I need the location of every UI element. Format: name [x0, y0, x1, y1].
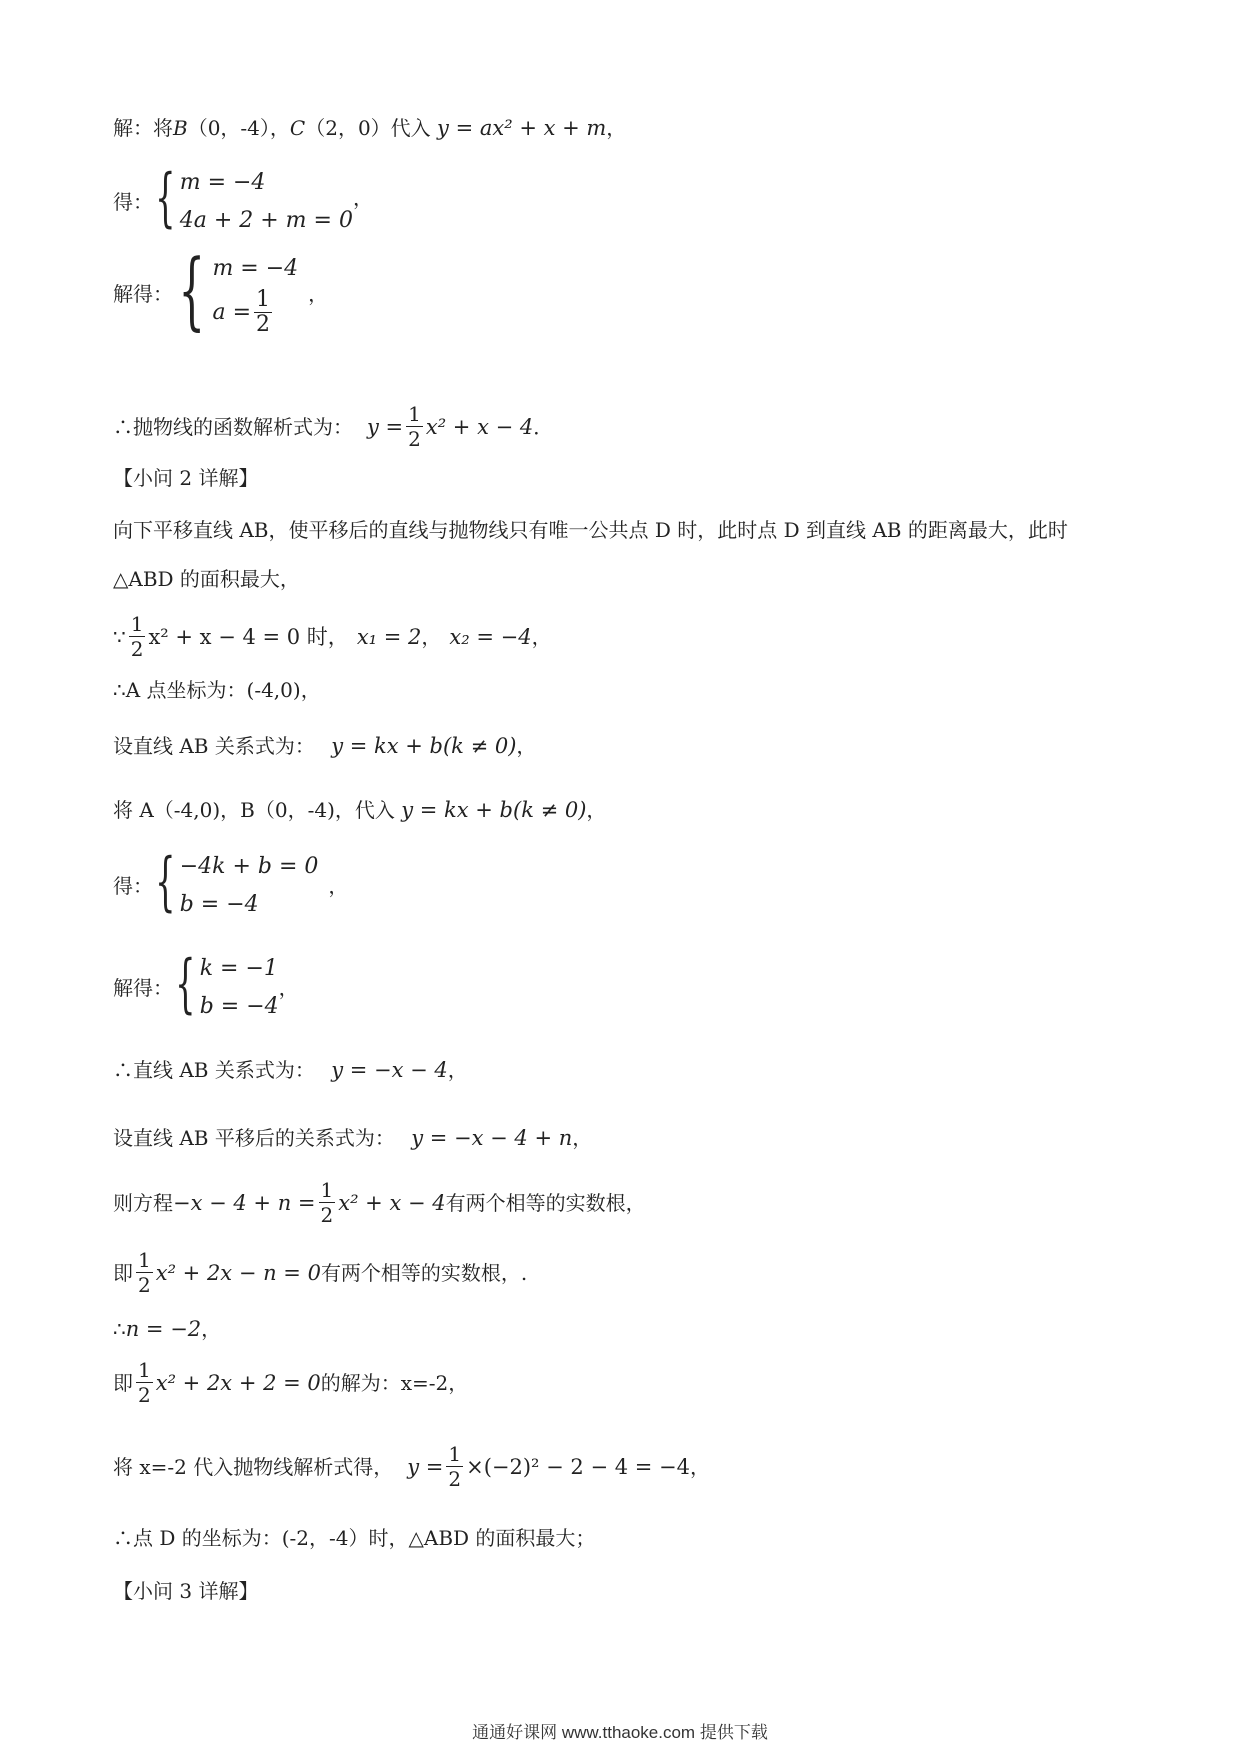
solution-line-11 — [113, 796, 606, 824]
fraction — [136, 1248, 153, 1297]
formula-row — [113, 1248, 527, 1297]
fraction — [254, 288, 272, 337]
root-2: x₂ = −4 — [449, 624, 532, 649]
denominator: 2 — [138, 1383, 151, 1407]
text: 将 A（-4,0)，B（0，-4)，代入 — [113, 798, 395, 822]
equation-lhs: −x − 4 + n = — [173, 1190, 316, 1215]
formula-row — [113, 402, 553, 451]
solution-line-6: 向下平移直线 AB，使平移后的直线与抛物线只有唯一公共点 D 时，此时点 D 到直线 AB 的距离最大，此时 — [113, 518, 1068, 542]
equation: y = ax² + x + m — [437, 116, 607, 140]
text: ∴抛物线的函数解析式为： — [113, 414, 353, 439]
because-symbol: ∵ — [113, 624, 126, 649]
text: 得： — [113, 874, 153, 898]
numerator: 1 — [138, 1248, 151, 1272]
equation: n = −2 — [125, 1317, 202, 1341]
text: 解：将 — [113, 116, 173, 140]
equation: −4k + b = 0 — [179, 854, 319, 879]
equation: y = kx + b(k ≠ 0) — [331, 734, 517, 758]
punct: ， — [201, 1317, 222, 1341]
formula-row — [113, 612, 552, 661]
equation: y = −x − 4 + n — [411, 1126, 573, 1150]
equation: k = −1 — [199, 956, 278, 981]
solution-line-13 — [113, 947, 299, 1026]
brace-symbol: { — [155, 845, 176, 919]
brace-symbol: { — [178, 240, 206, 339]
equation: 4a + 2 + m = 0 — [179, 208, 353, 233]
text: ∴直线 AB 关系式为： — [113, 1058, 315, 1082]
equation-stack — [212, 250, 298, 337]
therefore-symbol: ∴ — [113, 1317, 126, 1341]
footer-watermark: 通通好课网 www.tthaoke.com 提供下载 — [472, 1723, 768, 1742]
solution-line-7: △ABD 的面积最大， — [113, 567, 300, 591]
equation: x² + 2x − n = 0 — [155, 1260, 321, 1285]
section-heading-3: 【小问 3 详解】 — [113, 1579, 259, 1603]
text: （0，-4）， — [187, 116, 290, 140]
solution-line-8 — [113, 612, 552, 661]
fraction — [129, 612, 146, 661]
formula-row — [113, 1178, 646, 1227]
numerator: 1 — [130, 612, 144, 636]
text: 即 — [113, 1260, 133, 1285]
fraction — [136, 1358, 153, 1407]
fraction — [446, 1442, 463, 1491]
section-heading-2: 【小问 2 详解】 — [113, 466, 259, 490]
equation: b = −4 — [199, 994, 279, 1019]
denominator: 2 — [138, 1273, 151, 1297]
denominator: 2 — [408, 427, 421, 451]
punct: ， — [447, 1058, 468, 1082]
point-label: C — [289, 116, 306, 140]
numerator: 1 — [448, 1442, 462, 1466]
numerator: 1 — [408, 402, 421, 426]
text: 有两个相等的实数根， — [445, 1190, 646, 1215]
equation — [212, 288, 298, 337]
formula-row — [113, 1442, 710, 1491]
equation: m = −4 — [212, 256, 299, 281]
punct: ， — [531, 624, 552, 649]
point-label: B — [173, 116, 188, 140]
punct: ， — [308, 281, 329, 306]
fraction — [319, 1178, 336, 1227]
fraction — [406, 402, 423, 451]
text: 得： — [113, 190, 153, 214]
equation-lhs: a = — [212, 299, 251, 325]
solution-line-4 — [113, 402, 553, 451]
equation-system — [113, 161, 373, 240]
equation: x² + 2x + 2 = 0 — [155, 1370, 321, 1395]
equation-system — [113, 845, 349, 924]
punct: ， — [352, 186, 373, 210]
equation: m = −4 — [179, 170, 266, 195]
solution-line-19 — [113, 1358, 468, 1407]
solution-line-17 — [113, 1248, 527, 1297]
solution-line-10 — [113, 732, 536, 760]
punct: ， — [572, 1126, 593, 1150]
solution-line-21: ∴点 D 的坐标为：(-2，-4）时，△ABD 的面积最大； — [113, 1526, 596, 1550]
solution-line-2 — [113, 161, 373, 240]
punct: ， — [278, 976, 299, 1000]
text: （2，0）代入 — [305, 116, 431, 140]
punct: ， — [328, 874, 349, 898]
equation: y = kx + b(k ≠ 0) — [401, 798, 587, 822]
brace-symbol: { — [155, 161, 176, 235]
punct: ， — [606, 116, 627, 140]
solution-line-3 — [113, 240, 329, 339]
punct: ， — [586, 798, 607, 822]
equation: ×(−2)² − 2 − 4 = −4 — [466, 1454, 690, 1479]
punct: ， — [421, 624, 442, 649]
text: 的解为：x=-2， — [320, 1370, 469, 1395]
equation-lhs: y = — [367, 414, 404, 439]
denominator: 2 — [256, 312, 270, 337]
punct: ， — [689, 1454, 710, 1479]
punct: ． — [533, 414, 554, 439]
text: 将 x=-2 代入抛物线解析式得， — [113, 1454, 394, 1479]
solution-line-14 — [113, 1056, 468, 1084]
solution-line-12 — [113, 845, 349, 924]
equation: x² + x − 4 — [338, 1190, 446, 1215]
solution-line-20 — [113, 1442, 710, 1491]
equation: b = −4 — [179, 892, 259, 917]
text: 设直线 AB 关系式为： — [113, 734, 315, 758]
equation: y = −x − 4 — [331, 1058, 448, 1082]
solution-line-9: ∴A 点坐标为：(-4,0)， — [113, 678, 321, 702]
equation-stack — [180, 848, 319, 924]
brace-symbol: { — [175, 947, 196, 1021]
denominator: 2 — [130, 637, 144, 661]
solution-line-15 — [113, 1124, 592, 1152]
text: 解得： — [113, 976, 173, 1000]
equation-stack — [180, 164, 353, 240]
equation-stack — [200, 950, 279, 1026]
equation-system — [113, 240, 329, 339]
equation-system — [113, 947, 299, 1026]
denominator: 2 — [320, 1203, 334, 1227]
solution-line-1 — [113, 114, 626, 142]
denominator: 2 — [448, 1467, 462, 1491]
punct: ， — [516, 734, 537, 758]
text: 有两个相等的实数根，. — [320, 1260, 528, 1285]
text: 即 — [113, 1370, 133, 1395]
numerator: 1 — [138, 1358, 151, 1382]
equation: x² + x − 4 — [425, 414, 534, 439]
numerator: 1 — [256, 287, 270, 312]
numerator: 1 — [320, 1178, 334, 1202]
solution-line-18 — [113, 1315, 221, 1343]
text: 则方程 — [113, 1190, 173, 1215]
equation: x² + x − 4 = 0 时， — [148, 624, 349, 649]
solution-line-16 — [113, 1178, 646, 1227]
text: 设直线 AB 平移后的关系式为： — [113, 1126, 395, 1150]
text: 解得： — [113, 281, 173, 306]
formula-row — [113, 1358, 468, 1407]
root-1: x₁ = 2 — [356, 624, 422, 649]
equation-lhs: y = — [407, 1454, 444, 1479]
